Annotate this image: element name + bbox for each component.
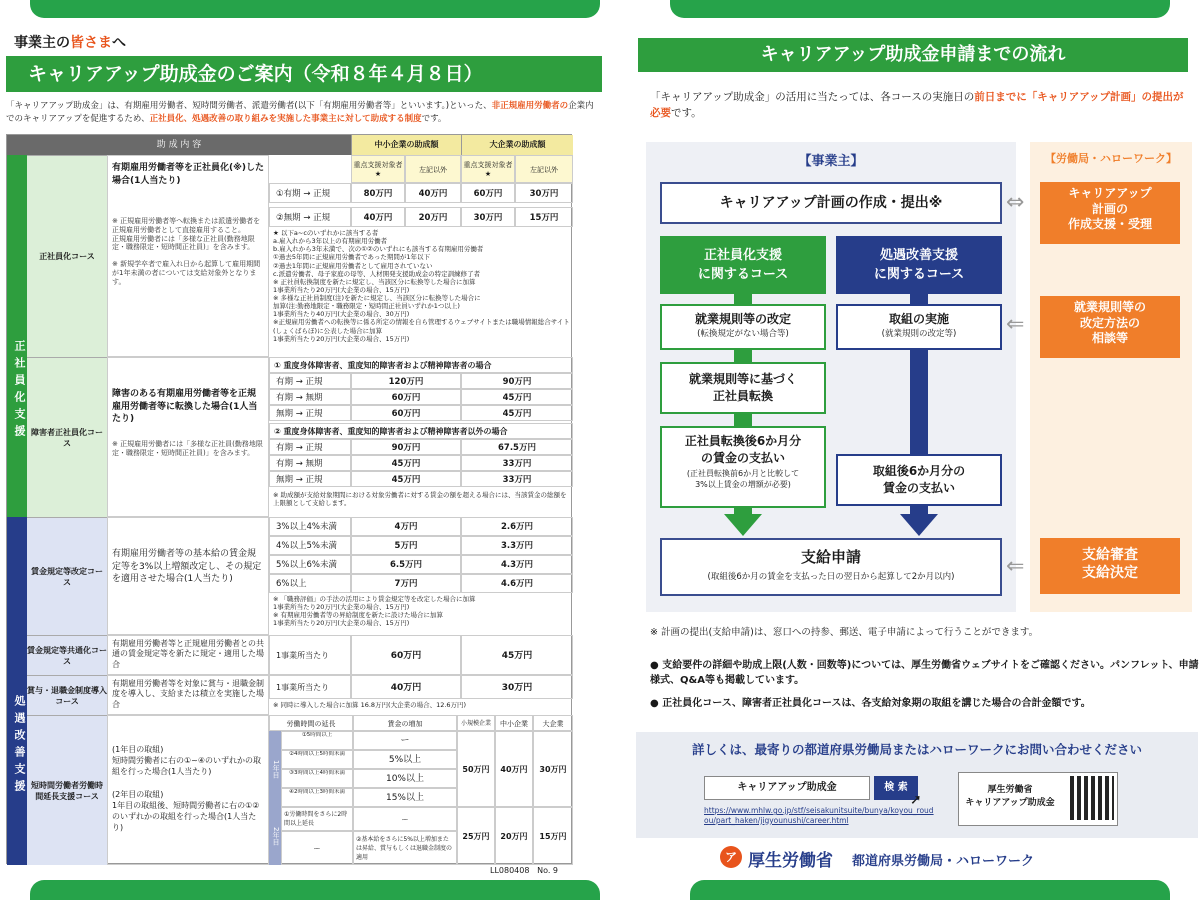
search-button[interactable]: 検 索	[874, 776, 918, 800]
rule-revision-title: 就業規則等の改定	[694, 312, 791, 326]
flow-intro-1: 「キャリアアップ助成金」の活用に当たっては、各コースの実施日の	[650, 91, 975, 103]
application-title: 支給申請	[800, 548, 861, 566]
course3-rows	[269, 517, 573, 593]
c3-large: 4.6万円	[461, 574, 573, 593]
course3-name: 賃金規定等改定コース	[27, 517, 107, 635]
c3-label: 5%以上6%未満	[269, 555, 351, 574]
initiative-sub: (就業規則の改定等)	[881, 329, 957, 339]
left-arrow-icon: ⇐	[1006, 312, 1025, 337]
intro-text	[6, 100, 602, 126]
table-header-sme: 中小企業の助成額	[351, 135, 461, 155]
course4-sme: 60万円	[351, 635, 461, 675]
c3-row	[269, 536, 573, 555]
c6-y2r1-wage: ー	[353, 807, 457, 831]
c6-y1-large: 30万円	[533, 731, 573, 807]
bureau-name: 都道府県労働局・ハローワーク	[852, 854, 1035, 869]
intro-part-3: です。	[421, 113, 447, 124]
c1r2-v0: 40万円	[351, 207, 405, 227]
c6-year1-rows	[281, 731, 457, 807]
course4-unit: 1事業所当たり	[269, 635, 351, 675]
c6-head-ext: 労働時間の延長	[269, 715, 353, 731]
c3-label: 4%以上5%未満	[269, 536, 351, 555]
cursor-icon: ➚	[910, 792, 922, 808]
c1r1-v0: 80万円	[351, 183, 405, 203]
audience-header	[14, 32, 126, 52]
bullet-1: ● 支給要件の詳細や助成上限(人数・回数等)については、厚生労働省ウェブサイトをご確認ください。パンフレット、申請様式、Q&A等も掲載しています。	[650, 660, 1199, 686]
course1-note2: 正規雇用労働者には「多様な正社員(勤務地限定・職務限定・短時間正社員)」を含みます。	[112, 234, 255, 252]
regular-conversion-box: 就業規則等に基づく 正社員転換	[660, 362, 826, 414]
c6-y1-small: 50万円	[457, 731, 495, 807]
course5-desc: 有期雇用労働者等を対象に賞与・退職金制度を導入し、支給または積立を実施した場合	[107, 675, 269, 715]
flow-intro-2: です。	[671, 106, 702, 119]
c2g1-row	[269, 389, 573, 405]
course5-large: 30万円	[461, 675, 573, 699]
course2-foot: ※ 助成額が支給対象期間における対象労働者に対する賃金の額を超える場合には、当該賃金の総額を上限額として支給します。	[273, 491, 567, 508]
ministry-logo-icon: ア	[720, 846, 742, 868]
c3-sme: 6.5万円	[351, 555, 461, 574]
course3-desc: 有期雇用労働者等の基本給の賃金規定等を3%以上増額改定し、その規定を適用させた場合(1人当たり)	[107, 517, 269, 635]
plan-box: キャリアアップ計画の作成・提出※	[660, 182, 1002, 224]
c6-y1-wage: 5%以上	[353, 750, 457, 769]
c2g2-sme: 45万円	[351, 455, 461, 471]
wage-payment-green-box	[660, 426, 826, 508]
intro-highlight-2: 正社員化、処遇改善の取り組みを実施した事業主に対して助成する制度	[149, 113, 422, 124]
left-arrow-icon: ⇐	[1006, 554, 1025, 579]
course1-row1	[269, 183, 573, 203]
office-label: 【労働局・ハローワーク】	[1045, 152, 1177, 165]
c2g1-sme: 60万円	[351, 405, 461, 421]
c2g1-label: 有期 → 正規	[269, 373, 351, 389]
c6-y1-wage: 10%以上	[353, 769, 457, 788]
flow-intro-highlight: 前日までに「キャリアアップ計画」の提出が必要	[650, 91, 1184, 119]
c3-row	[269, 517, 573, 536]
course5-name: 賞与・退職金制度導入コース	[27, 675, 107, 715]
flow-intro	[650, 90, 1190, 122]
c6-y1-ext: ④2時間以上3時間未満	[281, 788, 353, 807]
contact-text: 詳しくは、最寄りの都道府県労働局またはハローワークにお問い合わせください	[691, 742, 1142, 757]
subsidy-table	[6, 134, 572, 864]
c1-head-priority-large: 重点支援対象者 ★	[461, 155, 515, 183]
c6-y1-ext: ③3時間以上4時間未満	[281, 769, 353, 788]
course3-notes: ※ 「職務評価」の手法の活用により賃金規定等を改定した場合に加算 1事業所当たり20万円(大企業の場合、15万円) ※ 有期雇用労働者等の昇給制度を新たに設けた場合に加算 1事業所当たり20万円(大企業の場合、15万円)	[273, 595, 476, 628]
course6-name: 短時間労働者労働時間延長支援コース	[27, 715, 107, 865]
course5-unit: 1事業所当たり	[269, 675, 351, 699]
side-label-regularization: 正社員化支援	[7, 155, 27, 517]
course2-name: 障害者正社員化コース	[27, 357, 107, 517]
office-review-decision: 支給審査 支給決定	[1040, 538, 1180, 594]
course2-group1-head: ① 重度身体障害者、重度知的障害者および精神障害者の場合	[269, 357, 573, 373]
c2g1-sme: 60万円	[351, 389, 461, 405]
application-sub: (取組後6か月の賃金を支払った日の翌日から起算して2か月以内)	[707, 572, 955, 582]
c6-head-large: 大企業	[533, 715, 573, 731]
course4-name: 賃金規定等共通化コース	[27, 635, 107, 675]
c6-y1-ext: ②4時間以上5時間未満	[281, 750, 353, 769]
ministry-url[interactable]: https://www.mhlw.go.jp/stf/seisakunitsuite/bunya/koyou_roudou/part_haken/jigyounushi/career.html	[704, 806, 934, 825]
intro-part-1: 「キャリアアップ助成金」は、有期雇用労働者、短時間労働者、派遣労働者(以下「有期雇用労働者等」といいます。)といった、	[6, 101, 492, 111]
c2g2-label: 無期 → 正規	[269, 471, 351, 487]
wage-payment-green-sub: (正社員転換前6か月と比較して 3%以上賃金の増額が必要)	[686, 469, 800, 489]
c6-y1-sme: 40万円	[495, 731, 533, 807]
table-header-content: 助 成 内 容	[7, 135, 351, 155]
side-label-treatment: 処遇改善支援	[7, 517, 27, 865]
course6-table	[269, 715, 573, 865]
course1-desc-text: 有期雇用労働者等を正社員化(※)した場合(1人当たり)	[112, 163, 264, 186]
c1-head-other-sme: 左記以外	[405, 155, 461, 183]
footer-code-text: LL080408	[490, 866, 530, 875]
page-title	[6, 56, 602, 92]
course1-notes: ★ 以下a~cのいずれかに該当する者 a.雇入れから3年以上の有期雇用労働者 b.雇入れから3年未満で、次の①②のいずれにも該当する有期雇用労働者 ①過去5年間に正規雇用労働者であった期間が1年以下 ②過去1年間に正規雇用労働者として雇用されていない c.派遣労働者、母子家庭の母等、人材開発支援助成金の特定訓練修了者 ※ 正社員転換制度を新たに規定し、当該区分に転換等した場合に加算 1事業所当たり20万円(大企業の場合、15万円) ※ 多様な正社員制度(注)を新たに規定し、当該区分に転換等した場合に 加算(注:勤務地限定・職務限定・短時間正社員いずれか1つ以上) 1事業所当たり40万円(大企業の場合、30万円) ※正規雇用労働者への転換等に係る所定の情報を自ら管理するウェブサイトまたは職場情報総合サイト(しょくばらぼ)に公表した場合に加算 1事業所当たり20万円(大企業の場合、15万円)	[273, 229, 570, 343]
c2g1-large: 90万円	[461, 373, 573, 389]
qr-label: 厚生労働省 キャリアアップ助成金	[965, 785, 1055, 808]
c3-large: 2.6万円	[461, 517, 573, 536]
submission-note: ※ 計画の提出(支給申請)は、窓口への持参、郵送、電子申請によって行うことができます。	[650, 627, 1039, 638]
c1-head-other-large: 左記以外	[515, 155, 573, 183]
c3-sme: 5万円	[351, 536, 461, 555]
c6-year2: 2年目	[269, 807, 281, 865]
c2g2-large: 33万円	[461, 471, 573, 487]
c3-large: 3.3万円	[461, 536, 573, 555]
c6-y1-wage: ー	[353, 731, 457, 750]
c6-y1-row	[281, 731, 457, 750]
double-arrow-icon: ⇔	[1006, 190, 1025, 215]
c1r2-v2: 30万円	[461, 207, 515, 227]
c6-y2-sme: 20万円	[495, 807, 533, 865]
course5-note: ※ 同時に導入した場合に加算 16.8万円(大企業の場合、12.6万円)	[273, 701, 467, 709]
office-plan-support: キャリアアップ 計画の 作成支援・受理	[1040, 182, 1180, 244]
course5-amounts	[269, 675, 573, 699]
c6-head-small: 小規模企業	[457, 715, 495, 731]
page-title-text: キャリアアップ助成金のご案内（令和８年４月８日）	[28, 63, 483, 85]
intro-part-2: 企業内でのキャリアアップを促進するため、	[6, 101, 594, 124]
application-box	[660, 538, 1002, 596]
initiative-box	[836, 304, 1002, 350]
c6-y2-small: 25万円	[457, 807, 495, 865]
course2-desc-text: 障害のある有期雇用労働者等を正規雇用労働者等に転換した場合(1人当たり)	[112, 389, 258, 425]
flow-title: キャリアアップ助成金申請までの流れ	[638, 38, 1188, 72]
c6-y2r2-wage: ②基本給をさらに5%以上増加または昇給、賞与もしくは退職金制度の適用	[353, 831, 457, 865]
c2g2-sme: 90万円	[351, 439, 461, 455]
c3-row	[269, 574, 573, 593]
c6-head-sme: 中小企業	[495, 715, 533, 731]
c6-y2r2-ext: ー	[281, 831, 353, 865]
course2-group2-head: ② 重度身体障害者、重度知的障害者および精神障害者以外の場合	[269, 423, 573, 439]
regularization-course-head: 正社員化支援 に関するコース	[660, 236, 826, 294]
rule-revision-box	[660, 304, 826, 350]
header-suffix: へ	[112, 35, 126, 51]
course1-note3: ※ 新規学卒者で雇入れ日から起算して雇用期間が1年未満の者については支給対象外となります。	[112, 260, 261, 286]
c1r2-label: ②無期 → 正規	[269, 207, 351, 227]
c6-y1-row	[281, 750, 457, 769]
c2g2-label: 有期 → 正規	[269, 439, 351, 455]
course2-note: ※ 正規雇用労働者には「多様な正社員(勤務地限定・職務限定・短時間正社員)」を含みます。	[112, 439, 263, 457]
course2-group1-rows	[269, 373, 573, 421]
bullet-2-text: 正社員化コース、障害者正社員化コースは、各支給対象期の取組を講じた場合の合計金額です。	[662, 698, 1091, 709]
course4-amounts	[269, 635, 573, 675]
c2g1-large: 45万円	[461, 389, 573, 405]
c3-row	[269, 555, 573, 574]
footer-code	[490, 866, 558, 875]
c2g2-large: 33万円	[461, 455, 573, 471]
course4-large: 45万円	[461, 635, 573, 675]
right-page	[620, 0, 1200, 900]
c2g2-sme: 45万円	[351, 471, 461, 487]
c2g1-row	[269, 405, 573, 421]
intro-highlight-1: 非正規雇用労働者の	[491, 101, 569, 111]
employer-label: 【事業主】	[798, 154, 864, 169]
header-highlight: 皆さま	[70, 35, 112, 51]
c2g2-row	[269, 439, 573, 455]
c3-sme: 7万円	[351, 574, 461, 593]
c2g1-large: 45万円	[461, 405, 573, 421]
bullet-1-text: 支給要件の詳細や助成上限(人数・回数等)については、厚生労働省ウェブサイトをご確認ください。パンフレット、申請様式、Q&A等も掲載しています。	[650, 660, 1199, 686]
c3-large: 4.3万円	[461, 555, 573, 574]
course1-name: 正社員化コース	[27, 155, 107, 357]
c2g1-sme: 120万円	[351, 373, 461, 389]
c6-year1: 1年目	[269, 731, 281, 807]
c2g1-label: 無期 → 正規	[269, 405, 351, 421]
course1-desc	[107, 155, 269, 357]
office-rule-consult: 就業規則等の 改定方法の 相談等	[1040, 296, 1180, 358]
c2g2-row	[269, 471, 573, 487]
c1r1-v3: 30万円	[515, 183, 573, 203]
course1-note1: ※ 正規雇用労働者等へ転換または派遣労働者を正規雇用労働者として直接雇用すること。	[112, 217, 261, 234]
c3-sme: 4万円	[351, 517, 461, 536]
c6-y1-row	[281, 788, 457, 807]
c6-y1-ext: ①5時間以上	[281, 731, 353, 750]
course2-group2-rows	[269, 439, 573, 487]
footer-no: No. 9	[537, 866, 559, 875]
c1r2-v3: 15万円	[515, 207, 573, 227]
c3-label: 6%以上	[269, 574, 351, 593]
c1r1-v1: 40万円	[405, 183, 461, 203]
c6-y1-wage: 15%以上	[353, 788, 457, 807]
c6-y1-row	[281, 769, 457, 788]
search-box[interactable]: キャリアアップ助成金	[704, 776, 870, 800]
bullet-2: ● 正社員化コース、障害者正社員化コースは、各支給対象期の取組を講じた場合の合計金額です。	[650, 698, 1091, 709]
rule-revision-sub: (転換規定がない場合等)	[697, 329, 789, 339]
c6-y2r1-ext: ①労働時間をさらに2時間以上延長	[281, 807, 353, 831]
c6-head-wage: 賃金の増加	[353, 715, 457, 731]
wage-payment-green-title: 正社員転換後6か月分 の賃金の支払い	[684, 434, 802, 465]
navy-arrow-head	[900, 514, 938, 536]
c1-head-priority-sme: 重点支援対象者 ★	[351, 155, 405, 183]
c2g1-row	[269, 373, 573, 389]
c6-y2-large: 15万円	[533, 807, 573, 865]
course4-desc: 有期雇用労働者等と正規雇用労働者との共通の賃金規定等を新たに規定・適用した場合	[107, 635, 269, 675]
course6-desc: (1年目の取組) 短時間労働者に右の①~④のいずれかの取組を行った場合(1人当たり) (2年目の取組) 1年目の取組後、短時間労働者に右の①②のいずれかの取組を行った場合(1人当たり)	[107, 715, 269, 865]
c2g2-row	[269, 455, 573, 471]
c3-label: 3%以上4%未満	[269, 517, 351, 536]
header-prefix: 事業主の	[14, 35, 70, 51]
c2g2-label: 有期 → 無期	[269, 455, 351, 471]
c1r1-v2: 60万円	[461, 183, 515, 203]
c1r2-v1: 20万円	[405, 207, 461, 227]
treatment-course-head: 処遇改善支援 に関するコース	[836, 236, 1002, 294]
course1-row2	[269, 207, 573, 227]
wage-payment-navy-box: 取組後6か月分の 賃金の支払い	[836, 454, 1002, 506]
c1r1-label: ①有期 → 正規	[269, 183, 351, 203]
table-header-large: 大企業の助成額	[461, 135, 573, 155]
course5-sme: 40万円	[351, 675, 461, 699]
green-arrow-head	[724, 514, 762, 536]
c2g2-large: 67.5万円	[461, 439, 573, 455]
qr-code-icon[interactable]	[1070, 776, 1114, 820]
c2g1-label: 有期 → 無期	[269, 389, 351, 405]
ministry-name: 厚生労働省	[748, 851, 833, 871]
course2-desc	[107, 357, 269, 517]
course1-amount-head	[269, 155, 573, 183]
initiative-title: 取組の実施	[888, 312, 949, 326]
